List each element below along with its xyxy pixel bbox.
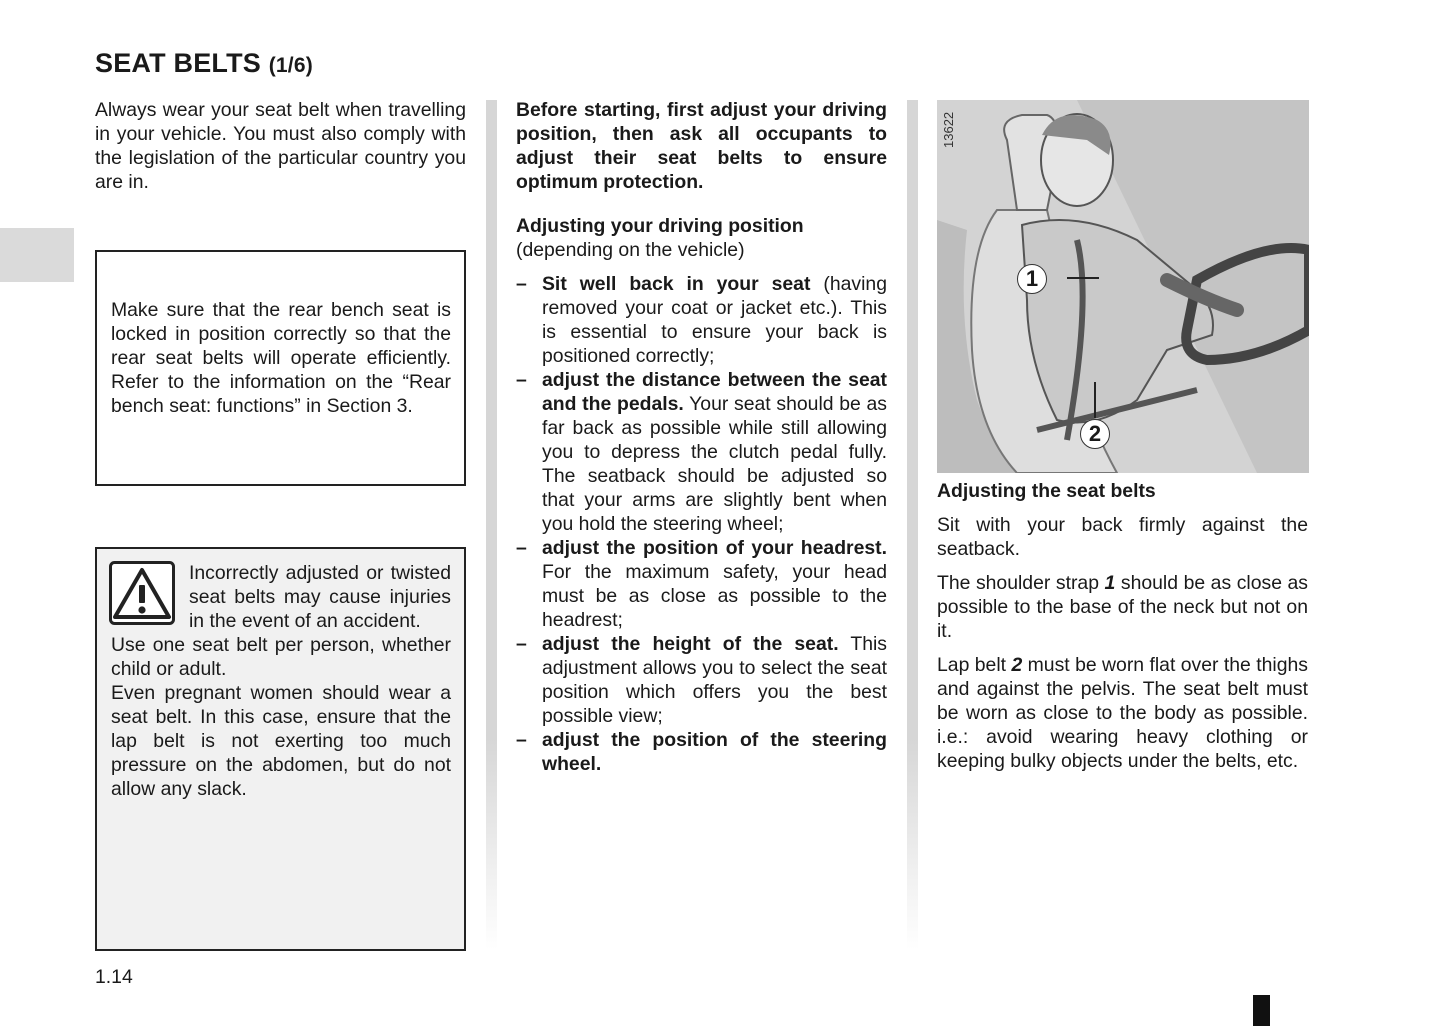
dash-bullet: –	[516, 369, 527, 391]
column-separator	[486, 100, 497, 950]
warning-box	[95, 547, 466, 951]
para2-ref: 1	[1104, 572, 1116, 594]
list-item	[516, 368, 887, 536]
list-item-text: For the maximum safety, your head must be as close as possible to the headrest;	[542, 561, 887, 631]
list-item-bold: adjust the height of the seat.	[542, 633, 839, 655]
list-item	[516, 632, 887, 728]
list-item-bold: adjust the position of the steering wheel.	[542, 729, 887, 775]
warning-text-pregnant: Even pregnant women should wear a seat belt. In this case, ensure that the lap belt is not exerting too much pressure on the abdomen, but do not allow any slack.	[111, 682, 451, 800]
list-item-bold: Sit well back in your seat	[542, 273, 811, 295]
para2-text: The shoulder strap	[937, 572, 1105, 594]
note-box-text: Make sure that the rear bench seat is locked in position correctly so that the rear seat belts will operate efficiently. Refer to the information on the “Rear bench seat: functions” in Section 3.	[111, 299, 451, 417]
list-item-text: (having removed your coat or jacket etc.). This is essential to ensure your back is positioned correctly;	[542, 273, 887, 367]
list-item	[516, 272, 887, 368]
dash-bullet: –	[516, 729, 527, 751]
list-item-bold: adjust the distance between the seat and the pedals.	[542, 369, 887, 415]
section-subheading: (depending on the vehicle)	[516, 239, 745, 261]
intro-paragraph: Always wear your seat belt when travelling in your vehicle. You must also comply with the legislation of the particular country you are in.	[95, 99, 466, 193]
driver-seated-illustration	[937, 100, 1309, 473]
page-number: 1.14	[95, 966, 133, 988]
seat-belts-para3	[937, 653, 1308, 773]
dash-bullet: –	[516, 537, 527, 559]
seat-belts-para1: Sit with your back firmly against the seatback.	[937, 514, 1308, 560]
page-title-text: SEAT BELTS	[95, 48, 262, 78]
column-separator	[907, 100, 918, 950]
list-item	[516, 536, 887, 632]
note-box	[95, 250, 466, 486]
page-title	[95, 48, 313, 79]
column-driving-position	[516, 98, 887, 776]
para3-text: Lap belt	[937, 654, 1012, 676]
warning-text-accident: Incorrectly adjusted or twisted seat belts may cause injuries in the event of an accident.	[189, 562, 451, 632]
para3-ref: 2	[1011, 654, 1023, 676]
list-item	[516, 728, 887, 776]
dash-bullet: –	[516, 273, 527, 295]
section-tab-marker	[0, 228, 74, 282]
adjustment-list	[516, 272, 887, 776]
callout-2: 2	[1080, 419, 1110, 449]
list-item-text: Your seat should be as far back as possible while still allowing you to depress the clutch pedal fully. The seatback should be adjusted so that your arms are slightly bent when you hold the steering wheel;	[542, 393, 887, 535]
seat-belts-para2	[937, 571, 1308, 643]
thumb-index-mark	[1253, 995, 1270, 1026]
callout-1: 1	[1017, 264, 1047, 294]
section-heading: Adjusting your driving position	[516, 215, 804, 237]
warning-text-one-per-person: Use one seat belt per person, whether child or adult.	[111, 634, 451, 680]
list-item-text: This adjustment allows you to select the seat position which offers you the best possible view;	[542, 633, 888, 727]
figure-code: 13622	[941, 111, 956, 148]
list-item-bold: adjust the position of your headrest.	[542, 537, 887, 559]
column-seat-belts	[937, 479, 1308, 773]
para3-text: must be worn flat over the thighs and against the pelvis. The seat belt must be worn as close to the body as possible. i.e.: avoid wearing heavy clothing or keeping bulky objects under the belts, etc.	[937, 654, 1308, 772]
lead-paragraph: Before starting, first adjust your driving position, then ask all occupants to adjust their seat belts to ensure optimum protection.	[516, 99, 887, 193]
seat-belts-heading: Adjusting the seat belts	[937, 480, 1156, 502]
para2-text: should be as close as possible to the base of the neck but not on it.	[937, 572, 1308, 642]
dash-bullet: –	[516, 633, 527, 655]
page-title-part: (1/6)	[268, 54, 313, 77]
seat-belt-illustration	[937, 100, 1309, 473]
